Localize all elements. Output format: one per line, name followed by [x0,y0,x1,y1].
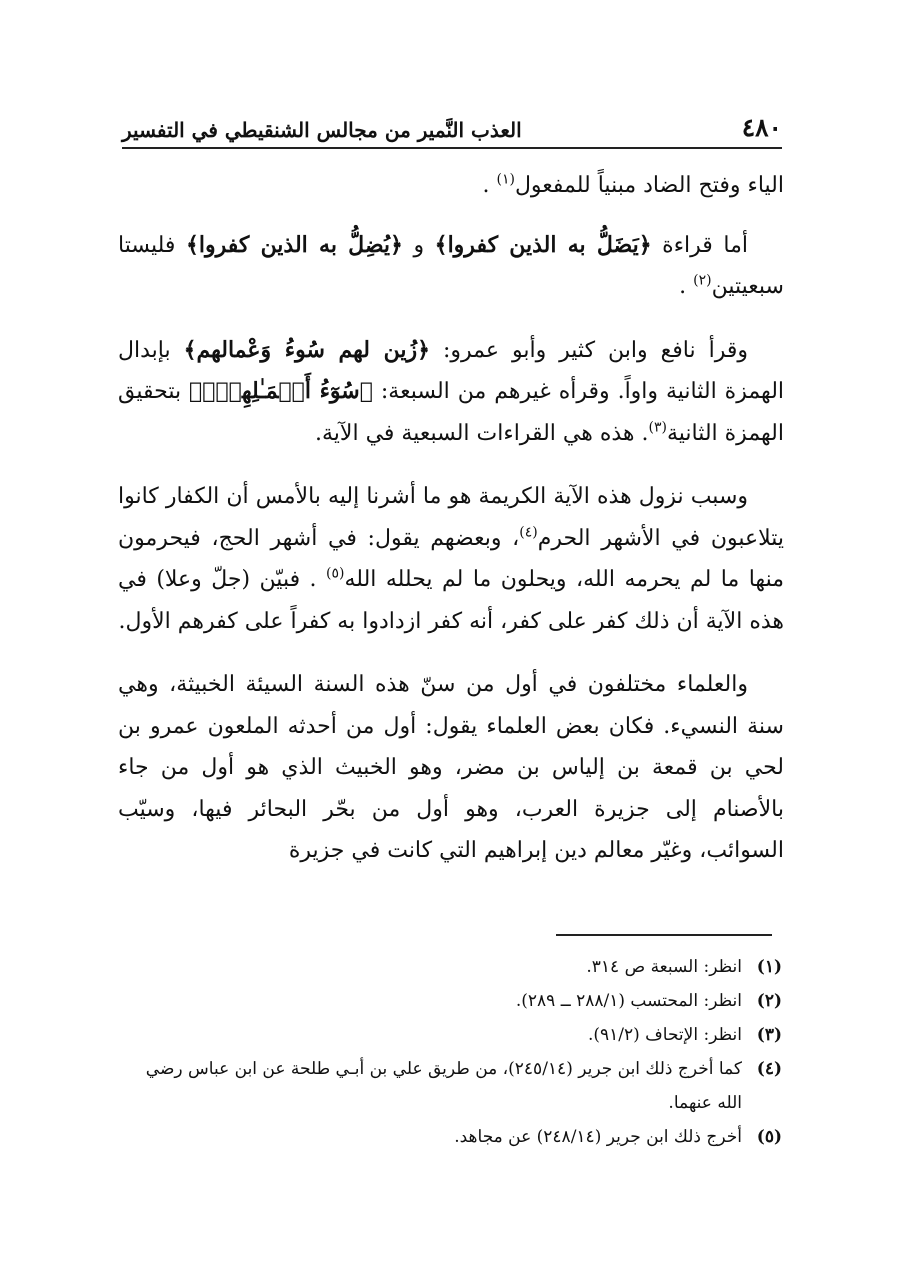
footnotes [118,950,782,1154]
footnote-ref-1: (١) [496,171,515,188]
footnote-number: (٤) [756,1059,782,1079]
paragraph-2-a: أما قراءة [651,232,748,258]
footnote-text: كما أخرج ذلك ابن جرير (٢٤٥/١٤)، من طريق علي بن أبـي طلحة عن ابن عباس رضي الله عنهما. [145,1059,742,1113]
paragraph-1-end: . [482,173,497,198]
footnote-number: (٢) [756,991,782,1011]
paragraph-4 [118,476,784,642]
page-number: ٤٨٠ [741,113,782,142]
footnote-number: (١) [756,957,782,977]
paragraph-3 [118,330,784,455]
paragraph-5: والعلماء مختلفون في أول من سنّ هذه السنة السيئة الخبيثة، وهي سنة النسيء. فكان بعض العلماء يقول: أول من أحدثه الملعون عمرو بن لحي بن قمعة بن إلياس بن مضر، وهو الخبيث الذي هو أول من جاء بالأصنام إلى جزيرة العرب، وهو أول من بحّر البحائر فيها، وسيّب السوائب، وغيّر معالم دين إبراهيم التي كانت في جزيرة [118,672,784,863]
paragraph-3-a: وقرأ نافع وابن كثير وأبو عمرو: [430,337,748,363]
paragraph-4-a: وسبب نزول هذه الآية الكريمة هو ما أشرنا إليه بالأمس أن الكفار كانوا يتلاعبون في الأشهر الحرم [118,484,784,551]
footnote-text: انظر: المحتسب (٢٨٨/١ ــ ٢٨٩). [515,991,742,1011]
footnote-ref-3: (٣) [648,419,667,436]
paragraph-3-d: . هذه هي القراءات السبعية في الآية. [315,420,649,446]
footnote-divider [556,934,772,936]
footnote-2 [118,984,782,1018]
quran-reading-1: ﴿يَضَلُّ به الذين كفروا﴾ [434,231,652,258]
paragraph-3-b: بإبدال الهمزة الثانية واواً. وقرأه غيرهم من السبعة: [118,337,785,404]
footnote-text: انظر: الإتحاف (٩١/٢). [587,1025,742,1045]
main-text [118,165,784,894]
footnote-text: انظر: السبعة ص ٣١٤. [586,957,742,977]
paragraph-2 [118,225,784,308]
footnote-number: (٣) [756,1025,782,1045]
quran-reading-3: ﴿زُين لهم سُوءُ وَعْمالهم﴾ [183,336,431,363]
header-divider [122,147,782,149]
footnote-1 [118,950,782,984]
paragraph-1-text: الياء وفتح الضاد مبنياً للمفعول [514,173,784,198]
paragraph-2-c: فليستا سبعيتين [118,232,784,299]
paragraph-2-b: و [402,232,435,258]
quran-reading-4: ﴿سُوٓءُ أَعۡمَـٰلِهِمۡۗ﴾ [189,378,373,404]
quran-reading-2: ﴿يُضِلُّ به الذين كفروا﴾ [185,231,403,258]
paragraph-4-c: . فبيّن (جلّ وعلا) في هذه الآية أن ذلك كفر على كفر، أنه كفر ازدادوا به كفراً على كفرهم الأول. [118,567,784,634]
paragraph-2-end: . [679,274,694,299]
footnote-text: أخرج ذلك ابن جرير (٢٤٨/١٤) عن مجاهد. [454,1127,742,1147]
footnote-4 [118,1052,782,1120]
footnote-ref-5: (٥) [326,565,345,582]
footnote-5 [118,1120,782,1154]
paragraph-1 [118,165,784,207]
footnote-3 [118,1018,782,1052]
footnote-ref-4: (٤) [519,524,538,541]
footnote-number: (٥) [756,1127,782,1147]
page-header [122,112,782,144]
paragraph-3-c: بتحقيق الهمزة الثانية [118,379,784,446]
running-title: العذب النَّمير من مجالس الشنقيطي في التفسير [122,118,522,142]
paragraph-4-b: ، وبعضهم يقول: في أشهر الحج، فيحرمون منها ما لم يحرمه الله، ويحلون ما لم يحلله الله [118,525,784,592]
footnote-ref-2: (٢) [693,272,712,289]
